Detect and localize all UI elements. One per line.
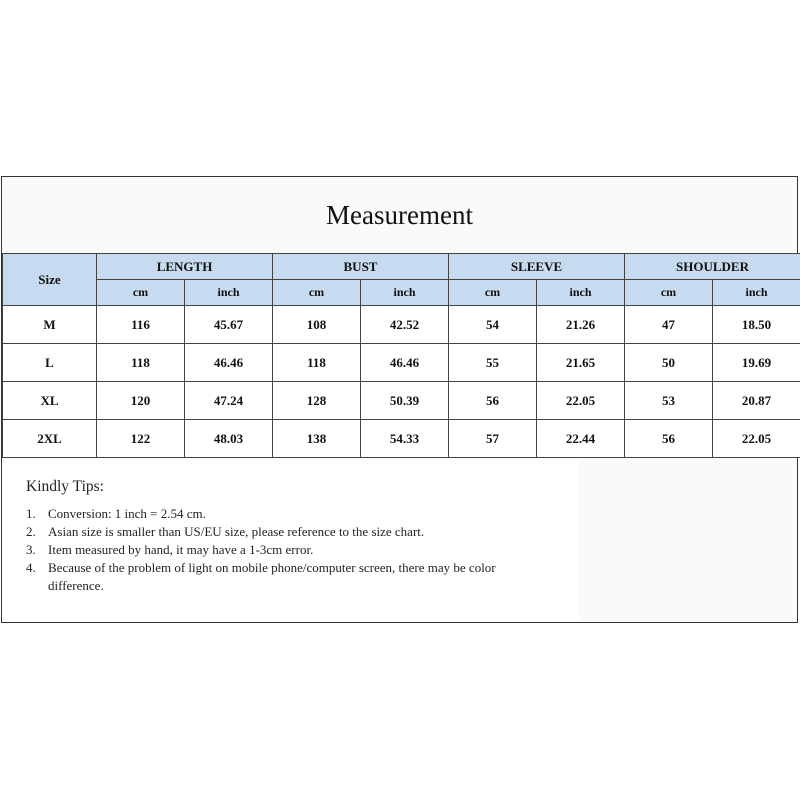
tips-list	[26, 505, 526, 595]
tip-number: 2.	[26, 524, 36, 539]
tip-number: 4.	[26, 560, 36, 575]
table-cell: 50	[625, 344, 713, 382]
table-cell: 22.44	[537, 420, 625, 458]
list-item	[26, 541, 526, 559]
table-cell: 46.46	[361, 344, 449, 382]
table-cell: 47.24	[185, 382, 273, 420]
table-cell: 45.67	[185, 306, 273, 344]
shoulder-header: SHOULDER	[625, 254, 800, 280]
table-cell: 19.69	[713, 344, 800, 382]
table-cell: 54	[449, 306, 537, 344]
tip-number: 3.	[26, 542, 36, 557]
table-cell: 57	[449, 420, 537, 458]
size-table	[2, 253, 800, 458]
table-cell: 128	[273, 382, 361, 420]
table-cell: 108	[273, 306, 361, 344]
bust-header: BUST	[273, 254, 449, 280]
tips-title: Kindly Tips:	[26, 478, 104, 495]
table-cell: 22.05	[537, 382, 625, 420]
tip-text: Asian size is smaller than US/EU size, please reference to the size chart.	[48, 524, 425, 539]
table-cell: 47	[625, 306, 713, 344]
list-item	[26, 559, 526, 595]
unit-header: cm	[625, 280, 713, 306]
length-header: LENGTH	[97, 254, 273, 280]
table-cell: 46.46	[185, 344, 273, 382]
table-cell: 48.03	[185, 420, 273, 458]
tip-number: 1.	[26, 506, 36, 521]
table-row	[3, 344, 800, 382]
chart-title: Measurement	[326, 199, 473, 230]
tip-text: Item measured by hand, it may have a 1-3cm error.	[48, 542, 314, 557]
table-header-row	[3, 254, 800, 280]
table-row	[3, 382, 800, 420]
table-cell: 122	[97, 420, 185, 458]
table-cell: 21.26	[537, 306, 625, 344]
list-item	[26, 505, 526, 523]
tip-text: Conversion: 1 inch = 2.54 cm.	[48, 506, 206, 521]
unit-header: cm	[97, 280, 185, 306]
table-cell: 56	[625, 420, 713, 458]
table-cell: 116	[97, 306, 185, 344]
size-cell: L	[3, 344, 97, 382]
table-cell: 50.39	[361, 382, 449, 420]
table-cell: 56	[449, 382, 537, 420]
table-cell: 55	[449, 344, 537, 382]
unit-header: cm	[449, 280, 537, 306]
table-cell: 22.05	[713, 420, 800, 458]
size-cell: M	[3, 306, 97, 344]
unit-header: inch	[361, 280, 449, 306]
unit-header: inch	[537, 280, 625, 306]
table-cell: 120	[97, 382, 185, 420]
unit-header: cm	[273, 280, 361, 306]
tips-section	[2, 459, 579, 621]
unit-header: inch	[713, 280, 800, 306]
table-cell: 138	[273, 420, 361, 458]
list-item	[26, 523, 526, 541]
unit-header: inch	[185, 280, 273, 306]
size-column-header: Size	[3, 254, 97, 306]
sleeve-header: SLEEVE	[449, 254, 625, 280]
table-cell: 21.65	[537, 344, 625, 382]
table-cell: 54.33	[361, 420, 449, 458]
tip-text: Because of the problem of light on mobile phone/computer screen, there may be color difference.	[48, 560, 496, 593]
table-cell: 42.52	[361, 306, 449, 344]
table-row	[3, 306, 800, 344]
size-cell: XL	[3, 382, 97, 420]
table-cell: 118	[273, 344, 361, 382]
unit-header-row	[3, 280, 800, 306]
size-chart-panel	[1, 176, 798, 623]
table-cell: 20.87	[713, 382, 800, 420]
table-cell: 118	[97, 344, 185, 382]
table-cell: 18.50	[713, 306, 800, 344]
size-cell: 2XL	[3, 420, 97, 458]
table-cell: 53	[625, 382, 713, 420]
table-row	[3, 420, 800, 458]
